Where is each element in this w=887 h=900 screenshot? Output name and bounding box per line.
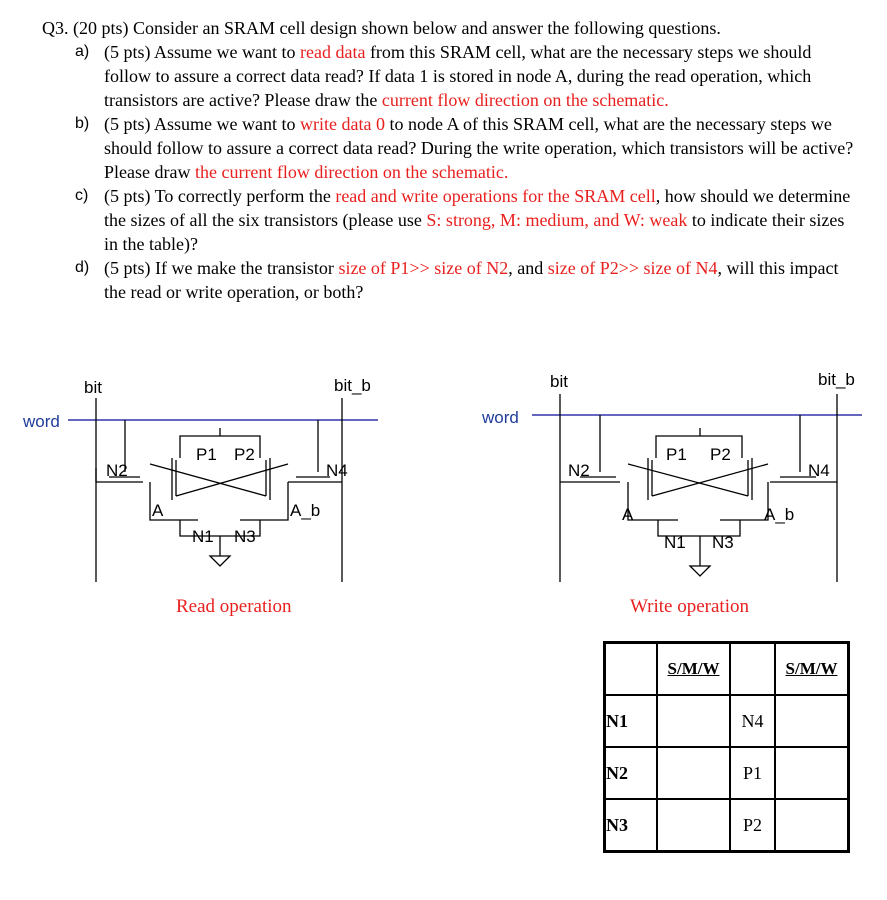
- answer-cell[interactable]: [657, 695, 730, 747]
- a-b-label: A_b: [290, 501, 321, 520]
- n1-label: N1: [664, 533, 686, 552]
- size-table: [603, 641, 850, 853]
- a-label: A: [152, 501, 164, 520]
- write-schematic: [470, 360, 885, 590]
- answer-cell[interactable]: [775, 695, 849, 747]
- a-b-label: A_b: [764, 505, 795, 524]
- word-label: word: [482, 408, 519, 427]
- bit-label: bit: [550, 372, 568, 391]
- read-caption: Read operation: [176, 596, 292, 617]
- p1-label: P1: [666, 445, 687, 464]
- table-row: N2 P1: [605, 747, 849, 799]
- p2-label: P2: [234, 445, 255, 464]
- part-c: c) (5 pts) To correctly perform the read and write operations for the SRAM cell, how should we determine the sizes of all the six transistors (please use S: strong, M: medium, and W: weak to indicate their sizes in the table)?: [75, 186, 851, 254]
- answer-cell[interactable]: [657, 799, 730, 852]
- table-header-row: [605, 643, 849, 696]
- bit-b-label: bit_b: [334, 376, 371, 395]
- p2-label: P2: [710, 445, 731, 464]
- bit-label: bit: [84, 378, 102, 397]
- n3-label: N3: [712, 533, 734, 552]
- part-a: a) (5 pts) Assume we want to read data from this SRAM cell, what are the necessary steps we should follow to assure a correct data read? If data 1 is stored in node A, during the read operation, which transistors are active? Please draw the current flow direction on the schematic.: [75, 42, 812, 110]
- header-smw-right: S/M/W: [775, 643, 849, 696]
- answer-cell[interactable]: [657, 747, 730, 799]
- n2-label: N2: [568, 461, 590, 480]
- part-d: d) (5 pts) If we make the transistor size of P1>> size of N2, and size of P2>> size of N4, will this impact the read or write operation, or both?: [75, 258, 839, 302]
- p1-label: P1: [196, 445, 217, 464]
- bit-b-label: bit_b: [818, 370, 855, 389]
- answer-cell[interactable]: [775, 799, 849, 852]
- read-schematic: [0, 360, 420, 590]
- n1-label: N1: [192, 527, 214, 546]
- header-smw-left: S/M/W: [657, 643, 730, 696]
- part-b: b) (5 pts) Assume we want to write data 0 to node A of this SRAM cell, what are the necessary steps we should follow to assure a correct data read? During the write operation, which transistors will be active? Please draw the current flow direction on the schematic.: [75, 114, 854, 182]
- n4-label: N4: [808, 461, 830, 480]
- word-label: word: [23, 412, 60, 431]
- table-row: N3 P2: [605, 799, 849, 852]
- n4-label: N4: [326, 461, 348, 480]
- question-text: [42, 16, 862, 304]
- question-header: Q3. (20 pts) Consider an SRAM cell design shown below and answer the following questions.: [42, 18, 721, 38]
- n2-label: N2: [106, 461, 128, 480]
- answer-cell[interactable]: [775, 747, 849, 799]
- a-label: A: [622, 505, 634, 524]
- n3-label: N3: [234, 527, 256, 546]
- write-caption: Write operation: [630, 596, 749, 617]
- table-row: N1 N4: [605, 695, 849, 747]
